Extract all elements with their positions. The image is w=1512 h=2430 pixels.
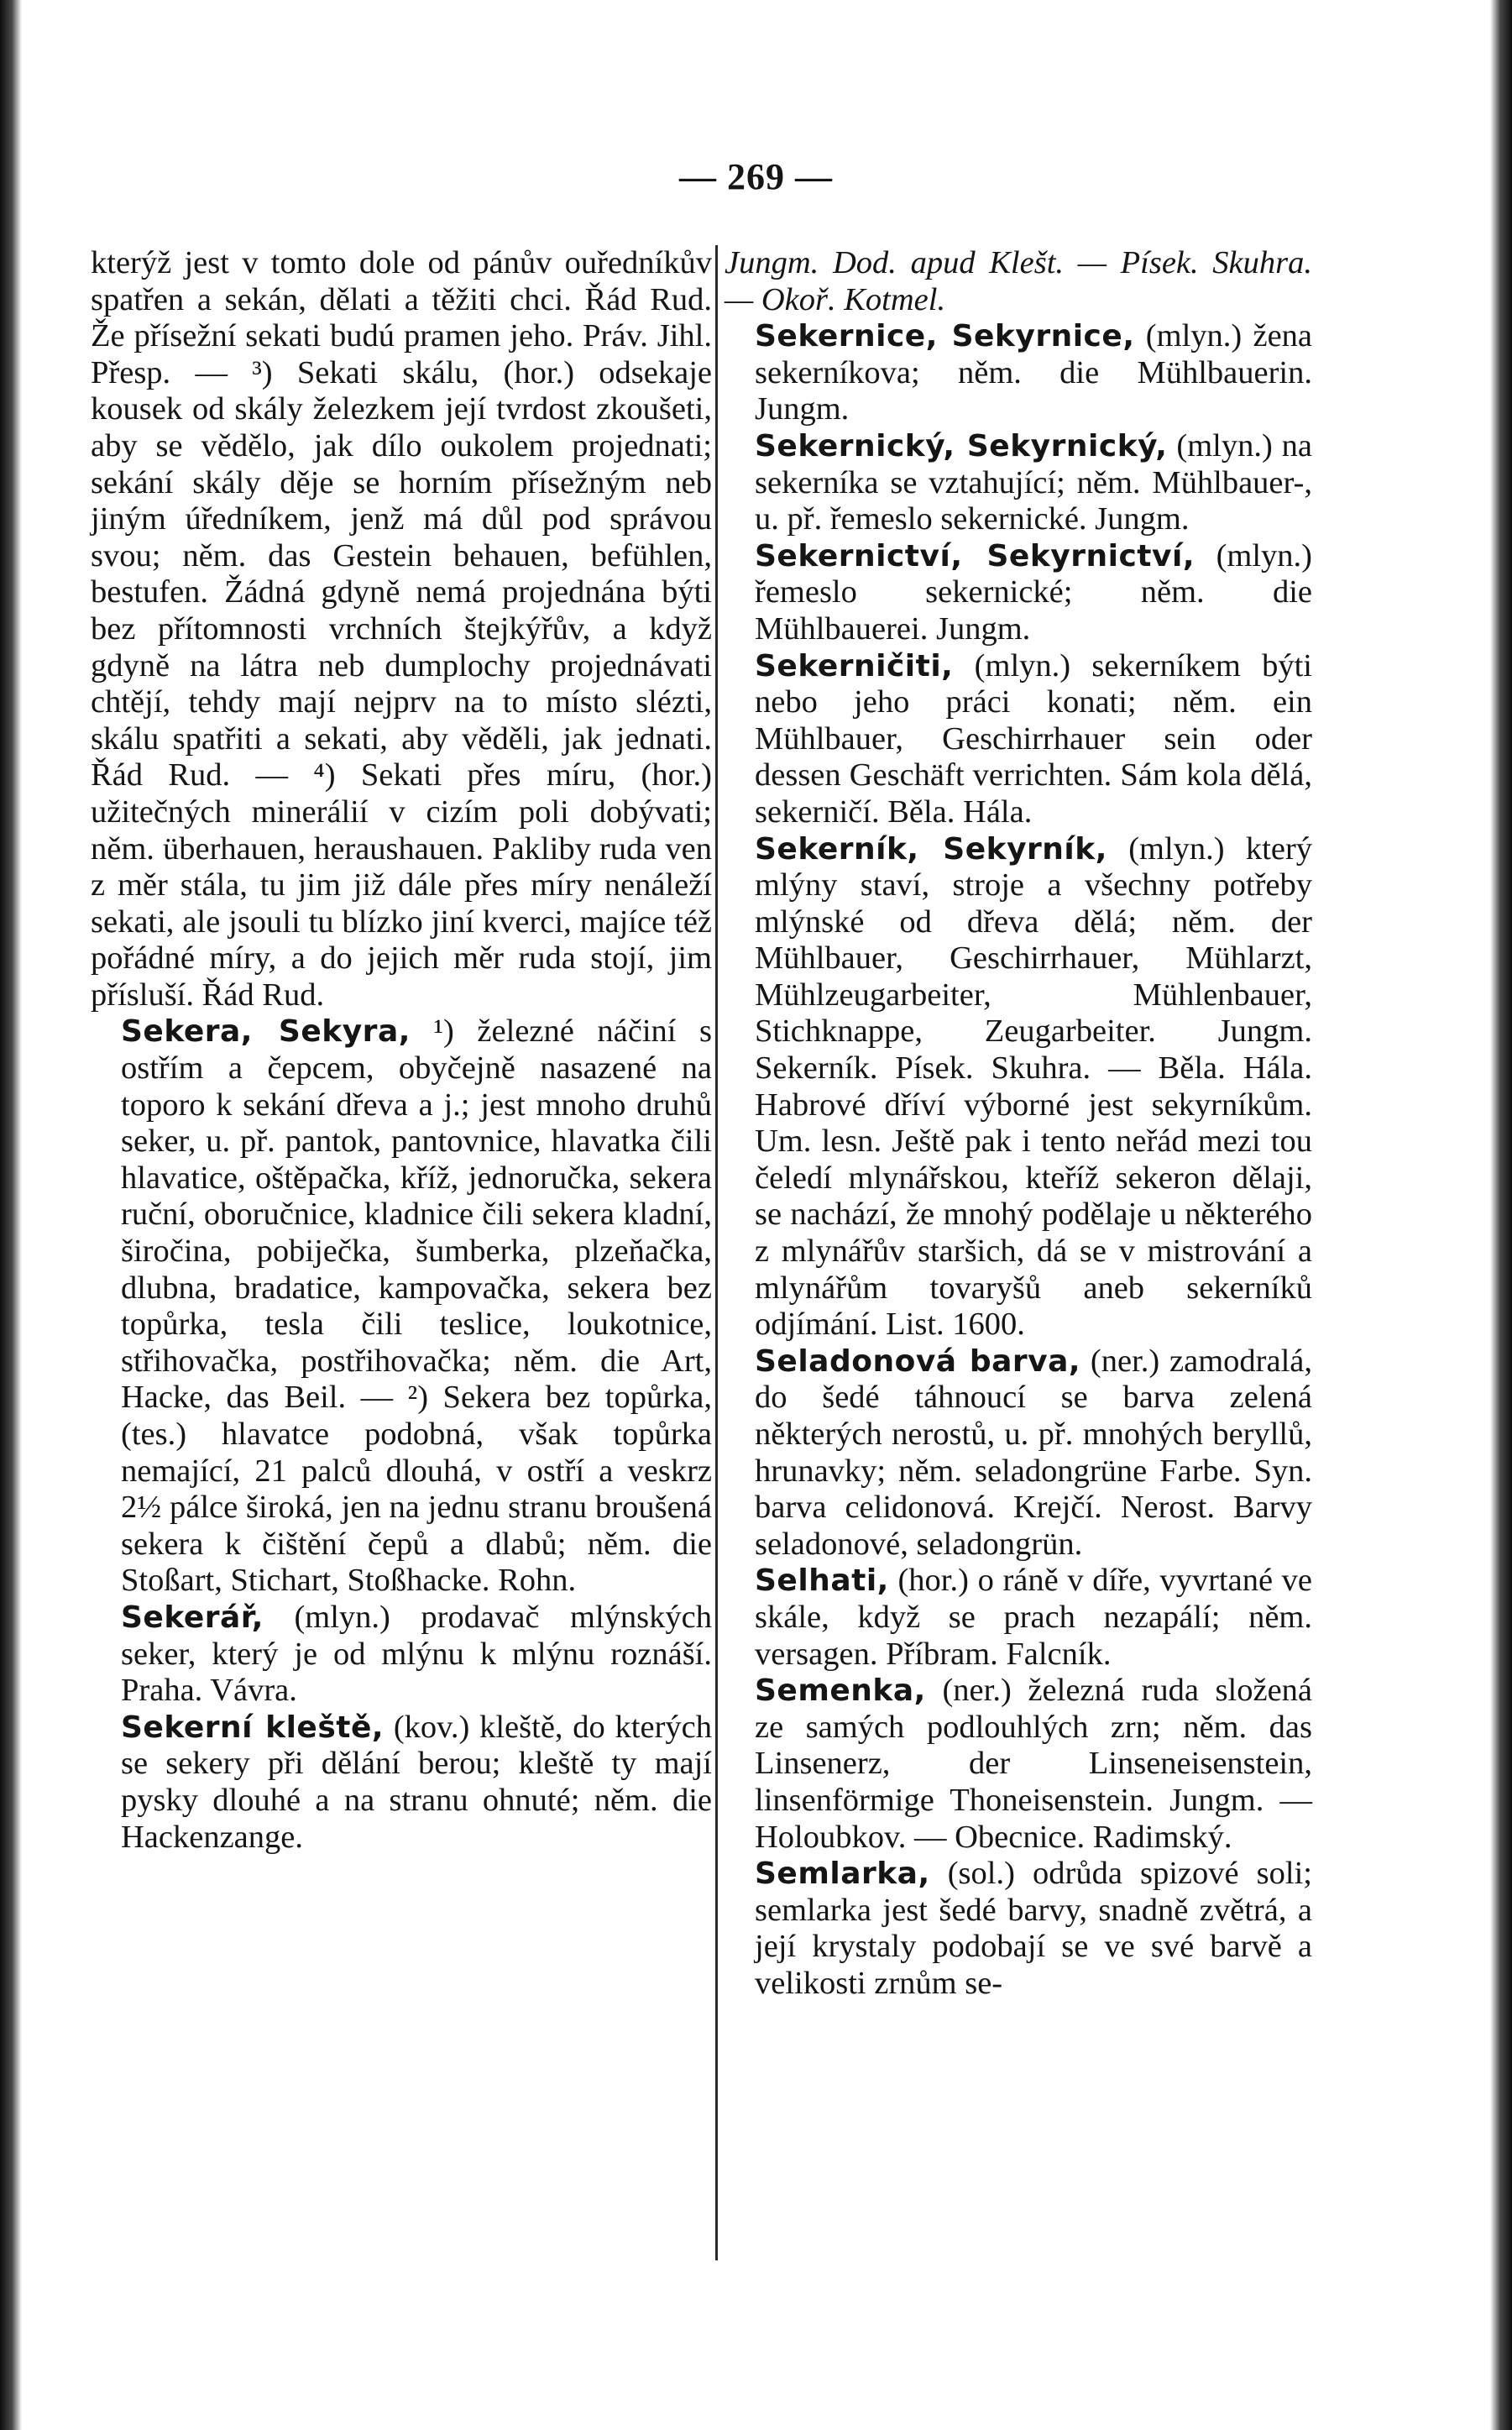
entry-headword: Sekera, Sekyra, [121,1014,411,1050]
entry-text: ¹) železné náčiní s ostřím a čepcem, obyčejně nasazené na toporo k sekání dřeva a j.; jest mnoho druhů seker, u. př. pantok, pantovnice, hlavatka čili hlavatice, oštěpačka, kříž, jednoručka, sekera ruční, oboručnice, kladnice čili sekera kladní, širočina, pobiječka, šumberka, plzeňačka, dlubna, bradatice, kampovačka, sekera bez topůrka, tesla čili teslice, loukotnice, střihovačka, postřihovačka; něm. die Art, Hacke, das Beil. — ²) Sekera bez topůrka, (tes.) hlavatce podobná, však topůrka nemající, 21 palců dlouhá, v ostří a veskrz 2½ pálce široká, jen na jednu stranu broušená sekera k čištění čepů a dlabů; něm. die Stoßart, Stichart, Stoßhacke. Rohn. [121,1013,713,1599]
entry-headword: Sekerničiti, [755,648,954,683]
entry-headword: Semlarka, [755,1857,930,1892]
entry-text: Jungm. Dod. apud Klešt. — Písek. Skuhra. — Okoř. Kotmel. [725,245,1312,317]
entry-headword: Sekerář, [121,1600,264,1635]
entry-text: (mlyn.) který mlýny staví, stroje a všechny potřeby mlýnské od dřeva dělá; něm. der Mühlbauer, Geschirrhauer, Mühlarzt, Mühlzeugarbeiter, Mühlenbauer, Stichknappe, Zeugarbeiter. Jungm. Sekerník. Písek. Skuhra. — Běla. Hála. Habrové dříví výborné jest sekyrníkům. Um. lesn. Ještě pak i tento neřád mezi tou čeledí mlynářskou, kteříž sekeron dělaji, se nachází, že mnohý podělaje u některého z mlynářův staršich, dá se v mistrování a mlynářům tovaryšů aneb sekerníků odjímání. List. 1600. [755,830,1313,1343]
dictionary-entry [725,318,1312,428]
entry-text: (ner.) železná ruda složená ze samých podlouhlých zrn; něm. das Linsenerz, der Linseneisenstein, linsenförmige Thoneisenstein. Jungm. — Holoubkov. — Obecnice. Radimský. [755,1673,1313,1855]
entry-text: (sol.) odrůda spizové soli; semlarka jest šedé barvy, snadně zvětrá, a její krystaly podobají se ve své barvě a velikosti zrnům se- [755,1856,1312,2001]
dictionary-entry [91,1013,712,1600]
entry-text: (hor.) o ráně v díře, vyvrtané ve skále, když se prach nezapálí; něm. versagen. Příbram. Falcník. [755,1563,1312,1672]
entry-text: (kov.) kleště, do kterých se sekery při dělání berou; kleště ty mají pysky dlouhé a na stranu ohnuté; něm. die Hackenzange. [121,1709,713,1855]
dictionary-entry [725,831,1312,1343]
entry-headword: Sekerní kleště, [121,1710,385,1745]
column-divider [715,245,718,2260]
entry-headword: Seladonová barva, [755,1343,1081,1379]
entry-text: (mlyn.) řemeslo sekernické; něm. die Mühlbauerei. Jungm. [755,537,1313,647]
right-column [725,245,1312,2003]
dictionary-entry [725,648,1312,831]
entry-text: (mlyn.) prodavač mlýnských seker, který je od mlýnu k mlýnu roznáší. Praha. Vávra. [121,1599,713,1709]
dictionary-entry [725,1673,1312,1856]
dictionary-entry [725,1563,1312,1673]
scan-left-edge [0,0,22,2430]
entry-text: (mlyn.) na sekerníka se vztahující; něm. Mühlbauer-, u. př. řemeslo sekernické. Jungm. [755,427,1313,537]
dictionary-entry [91,1600,712,1710]
entry-headword: Semenka, [755,1673,926,1709]
dictionary-entry [91,1710,712,1856]
entry-headword: Selhati, [755,1563,889,1599]
dictionary-entry [725,245,1312,318]
entry-text: (ner.) zamodralá, do šedé táhnoucí se barva zelená některých nerostů, u. př. mnohých beryllů, hrunavky; něm. seladongrüne Farbe. Syn. barva celidonová. Krejčí. Nerost. Barvy seladonové, seladongrün. [755,1343,1312,1562]
dictionary-entry [725,1343,1312,1563]
dictionary-entry [725,538,1312,648]
entry-headword: Sekerník, Sekyrník, [755,831,1107,867]
entry-text: (mlyn.) sekerníkem býti nebo jeho práci konati; něm. ein Mühlbauer, Geschirrhauer sein oder dessen Geschäft verrichten. Sám kola dělá, sekerničí. Běla. Hála. [755,647,1313,830]
entry-text: (mlyn.) žena sekerníkova; něm. die Mühlbauerin. Jungm. [755,318,1313,427]
left-column [91,245,712,1856]
entry-headword: Sekernice, Sekyrnice, [755,319,1135,354]
entry-text: kterýž jest v tomto dole od pánův ouředníkův spatřen a sekán, dělati a těžiti chci. Řád Rud. Že přísežní sekati budú pramen jeho. Práv. Jihl. Přesp. — ³) Sekati skálu, (hor.) odsekaje kousek od skály železkem její tvrdost zkoušeti, aby se vědělo, jak dílo oukolem projednati; sekání skály děje se horním přísežným neb jiným úředníkem, jenž má důl pod správou svou; něm. das Gestein behauen, befühlen, bestufen. Žádná gdyně nemá projednána býti bez přítomnosti vrchních štejkýřův, a když gdyně na látra neb dumplochy projednávati chtějí, tehdy mají nejprv na to místo slézti, skálu spatřiti a sekati, aby věděli, jak jednati. Řád Rud. — ⁴) Sekati přes míru, (hor.) užitečných minerálií v cizím poli dobývati; něm. überhauen, heraushauen. Pakliby ruda ven z měr stála, tu jim již dále přes míry nenáleží sekati, ale jsouli tu blízko jiní kverci, majíce též pořádné míry, a do jejich měr ruda stojí, jim přísluší. Řád Rud. [91,245,712,1013]
dictionary-entry [725,428,1312,538]
dictionary-entry [725,1856,1312,2002]
scan-right-edge [1490,0,1512,2430]
page-number: — 269 — [679,156,833,197]
entry-headword: Sekernický, Sekyrnický, [755,428,1168,463]
entry-headword: Sekernictví, Sekyrnictví, [755,538,1195,573]
dictionary-entry [91,245,712,1013]
